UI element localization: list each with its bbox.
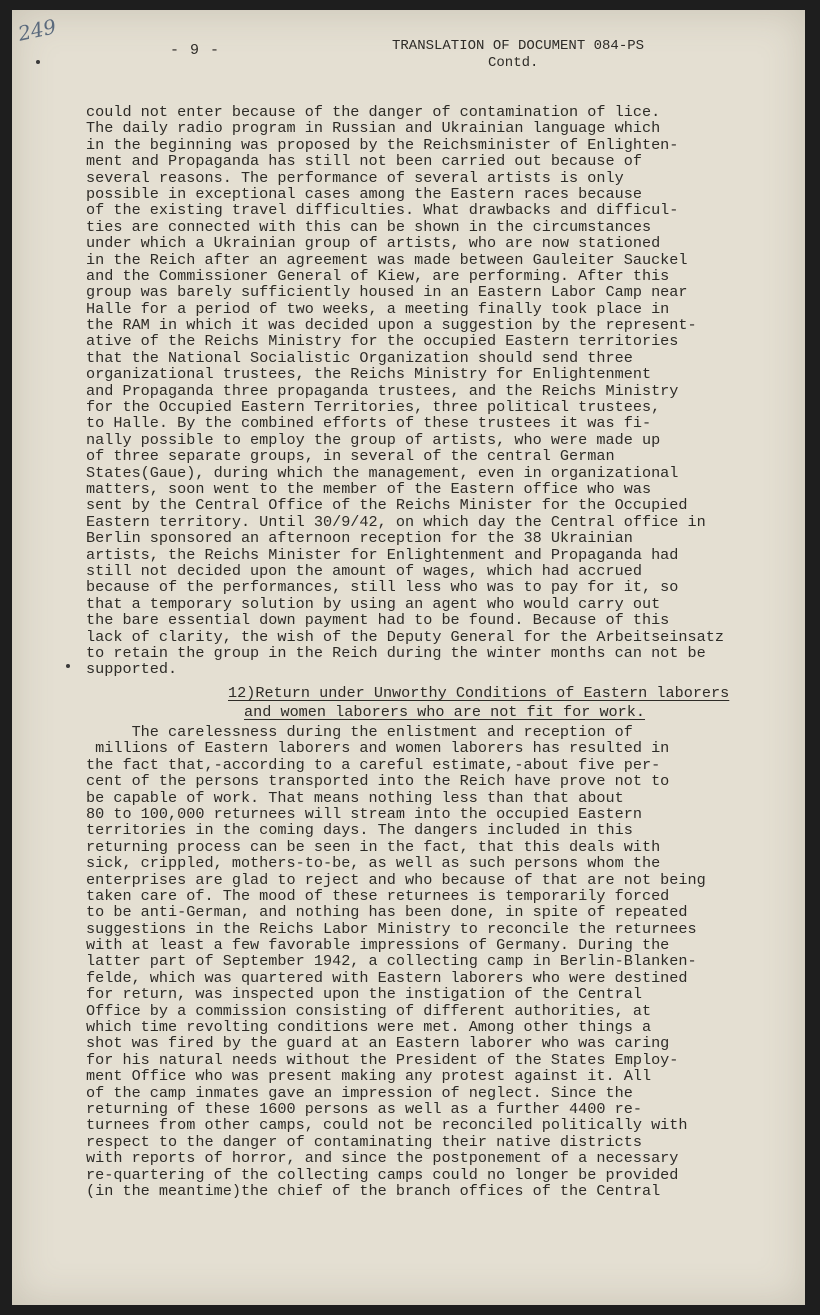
text-line: artists, the Reichs Minister for Enlightenment and Propaganda had [86,545,679,564]
text-line: with reports of horror, and since the postponement of a necessary [86,1149,679,1168]
document-page [12,10,805,1305]
text-line: group was barely sufficiently housed in an Eastern Labor Camp near [86,283,688,302]
text-line: in the beginning was proposed by the Reichsminister of Enlighten- [86,135,679,154]
text-line: Berlin sponsored an afternoon reception for the 38 Ukrainian [86,529,633,548]
text-line: organizational trustees, the Reichs Ministry for Enlightenment [86,365,652,384]
text-line: The daily radio program in Russian and Ukrainian language which [86,119,661,138]
text-line: Office by a commission consisting of different authorities, at [86,1001,652,1020]
section-heading-line1: 12)Return under Unworthy Conditions of Eastern laborers [228,684,730,702]
header-contd: Contd. [488,55,539,71]
paragraph-1 [86,104,791,678]
text-line: (in the meantime)the chief of the branch offices of the Central [86,1181,661,1200]
text-line: ative of the Reichs Ministry for the occupied Eastern territories [86,332,679,351]
text-line: which time revolting conditions were met. Among other things a [86,1018,652,1037]
text-line: possible in exceptional cases among the Eastern races because [86,184,642,203]
text-line: of the camp inmates gave an impression of neglect. Since the [86,1083,633,1102]
text-line: taken care of. The mood of these returnees is temporarily forced [86,886,670,905]
text-line: the RAM in which it was decided upon a suggestion by the represent- [86,316,697,335]
text-line: be capable of work. That means nothing less than that about [86,788,624,807]
punch-dot [36,60,40,64]
text-line: that a temporary solution by using an agent who would carry out [86,594,661,613]
text-line: of three separate groups, in several of the central German [86,447,615,466]
text-line: Halle for a period of two weeks, a meeting finally took place in [86,299,670,318]
text-line: Eastern territory. Until 30/9/42, on which day the Central office in [86,512,706,531]
text-line: could not enter because of the danger of contamination of lice. [86,103,661,121]
text-line: to Halle. By the combined efforts of these trustees it was fi- [86,414,652,433]
text-line: to retain the group in the Reich during the winter months can not be [86,643,706,662]
text-line: ment Office who was present making any protest against it. All [86,1067,652,1086]
text-line: and Propaganda three propaganda trustees, and the Reichs Ministry [86,381,679,400]
document-header [392,38,644,72]
handwritten-page-number: 249 [15,14,59,46]
text-line: suggestions in the Reichs Labor Ministry to reconcile the returnees [86,919,697,938]
text-line: lack of clarity, the wish of the Deputy General for the Arbeitseinsatz [86,627,724,646]
text-line: ment and Propaganda has still not been carried out because of [86,152,642,171]
text-line: and the Commissioner General of Kiew, are performing. After this [86,266,670,285]
text-line: re-quartering of the collecting camps could no longer be provided [86,1165,679,1184]
text-line: because of the performances, still less who was to pay for it, so [86,578,679,597]
text-line: of the existing travel difficulties. What drawbacks and difficul- [86,201,679,220]
text-line: the fact that,-according to a careful estimate,-about five per- [86,755,661,774]
text-line: returning of these 1600 persons as well as a further 4400 re- [86,1099,642,1118]
text-line: that the National Socialistic Organization should send three [86,348,633,367]
text-line: sick, crippled, mothers-to-be, as well as such persons whom the [86,854,661,873]
text-line: shot was fired by the guard at an Eastern laborer who was caring [86,1034,670,1053]
margin-dot [66,664,70,668]
text-line: cent of the persons transported into the Reich have prove not to [86,772,670,791]
text-line: turnees from other camps, could not be reconciled politically with [86,1116,688,1135]
text-line: latter part of September 1942, a collecting camp in Berlin-Blanken- [86,952,697,971]
text-line: for the Occupied Eastern Territories, three political trustees, [86,398,661,417]
text-line: 80 to 100,000 returnees will stream into the occupied Eastern [86,804,642,823]
text-line: sent by the Central Office of the Reichs Minister for the Occupied [86,496,688,515]
text-line: supported. [86,660,178,679]
text-line: millions of Eastern laborers and women laborers has resulted in [86,739,670,758]
page-number: - 9 - [170,42,221,59]
text-line: ties are connected with this can be shown in the circumstances [86,217,652,236]
text-line: several reasons. The performance of several artists is only [86,168,624,187]
text-line: the bare essential down payment had to be found. Because of this [86,611,670,630]
text-line: States(Gaue), during which the management, even in organizational [86,463,679,482]
text-line: to be anti-German, and nothing has been done, in spite of repeated [86,903,688,922]
text-line: matters, soon went to the member of the Eastern office who was [86,479,652,498]
text-line: for return, was inspected upon the instigation of the Central [86,985,642,1004]
text-line: returning process can be seen in the fact, that this deals with [86,837,661,856]
text-line: enterprises are glad to reject and who because of that are not being [86,870,706,889]
text-line: felde, which was quartered with Eastern laborers who were destined [86,968,688,987]
section-heading-line2: and women laborers who are not fit for work. [244,703,646,721]
text-line: nally possible to employ the group of artists, who were made up [86,430,661,449]
header-title: TRANSLATION OF DOCUMENT 084-PS [392,38,645,54]
text-line: in the Reich after an agreement was made between Gauleiter Sauckel [86,250,688,269]
text-line: still not decided upon the amount of wages, which had accrued [86,561,642,580]
text-line: for his natural needs without the President of the States Employ- [86,1050,679,1069]
text-line: territories in the coming days. The dangers included in this [86,821,633,840]
text-line: with at least a few favorable impressions of Germany. During the [86,936,670,955]
section-heading [228,684,729,722]
text-line: under which a Ukrainian group of artists, who are now stationed [86,234,661,253]
text-line: The carelessness during the enlistment and reception of [86,723,633,741]
paragraph-2 [86,724,791,1199]
text-line: respect to the danger of contaminating their native districts [86,1132,642,1151]
